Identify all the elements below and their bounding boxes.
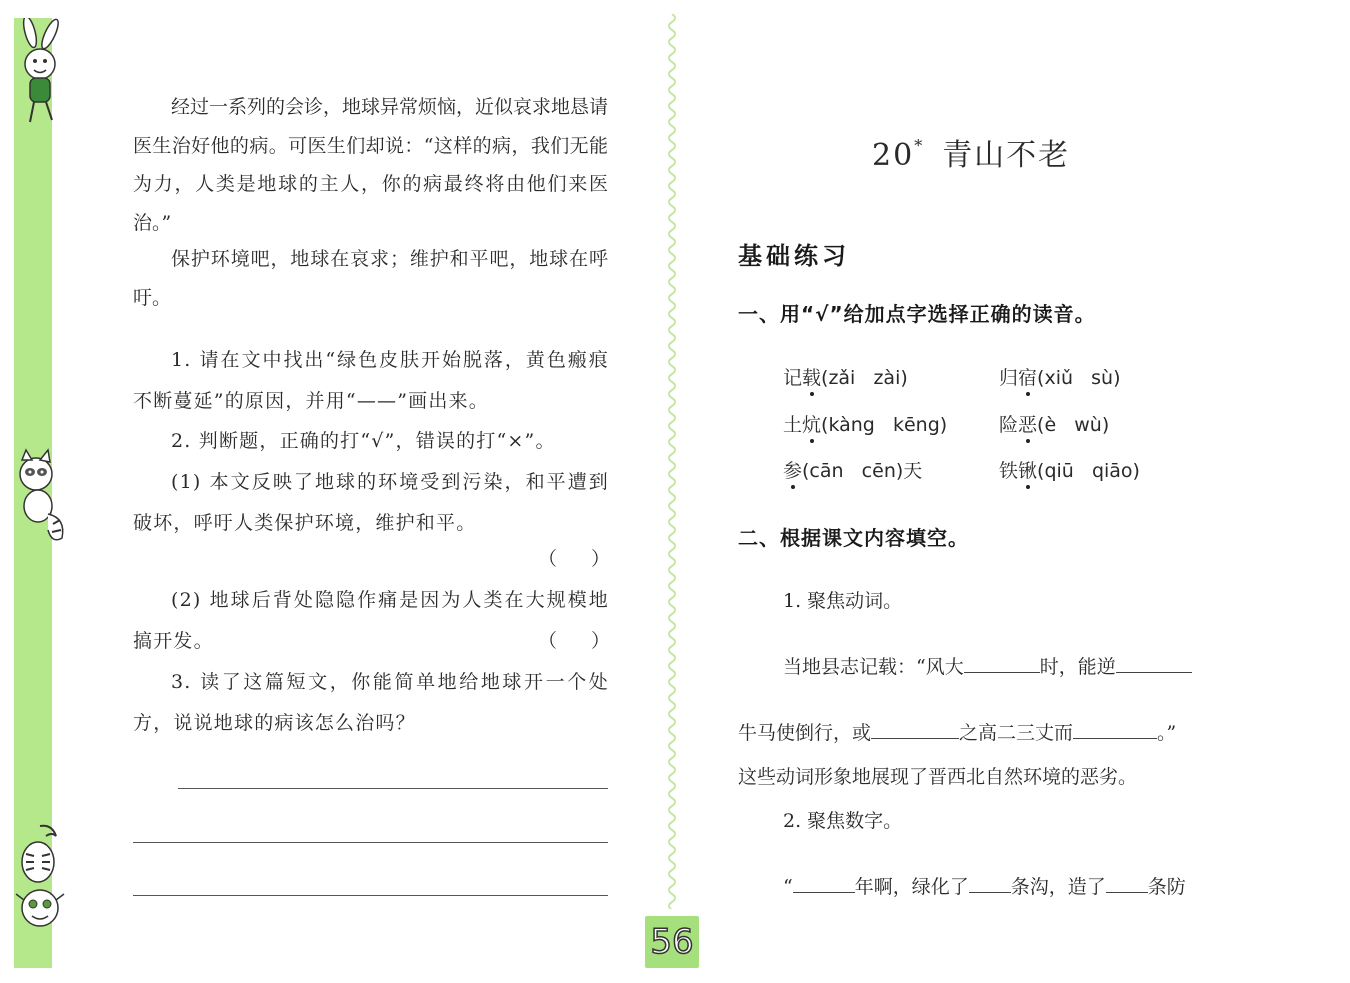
pinyin-item[interactable]: 归宿(xiǔ sù) xyxy=(999,367,1121,389)
lesson-mark: * xyxy=(914,136,925,155)
answer-paren-2-1[interactable]: （ ） xyxy=(538,548,625,570)
page-number: 56 xyxy=(645,916,699,968)
fill-line-3: 这些动词形象地展现了晋西北自然环境的恶劣。 xyxy=(738,766,1138,788)
fill-line-1: 当地县志记载：“风大 时，能逆 xyxy=(783,652,1192,679)
fill-blank[interactable] xyxy=(1073,737,1157,739)
sub-question-2: 2. 聚焦数字。 xyxy=(783,810,903,832)
fill-blank[interactable] xyxy=(1116,671,1192,673)
answer-line[interactable] xyxy=(178,788,608,789)
page-spine-divider xyxy=(660,14,684,909)
fill-blank[interactable] xyxy=(964,671,1040,673)
fill-blank[interactable] xyxy=(969,891,1011,893)
section-title: 基础练习 xyxy=(738,242,850,270)
question-2-2: (2) 地球后背处隐隐作痛是因为人类在大规模地搞开发。 xyxy=(133,589,609,652)
lesson-title-text: 青山不老 xyxy=(942,138,1071,173)
sub-question-1: 1. 聚焦动词。 xyxy=(783,590,903,612)
question-2-1: (1) 本文反映了地球的环境受到污染，和平遭到破坏，呼吁人类保护环境，维护和平。 xyxy=(133,471,609,534)
rabbit-mascot-icon xyxy=(10,18,70,130)
pinyin-item[interactable]: 铁锹(qiū qiāo) xyxy=(999,460,1140,482)
fill-blank[interactable] xyxy=(1106,891,1148,893)
fill-line-4: “ 年啊，绿化了 条沟，造了 条防 xyxy=(783,876,1186,898)
answer-paren-2-2[interactable]: （ ） xyxy=(538,630,625,652)
answer-line[interactable] xyxy=(133,895,608,896)
question-1: 1. 请在文中找出“绿色皮肤开始脱落，黄色瘢痕不断蔓延”的原因，并用“——”画出来。 xyxy=(133,349,609,412)
pinyin-item[interactable]: 土炕(kàng kēng) xyxy=(783,414,948,436)
answer-line[interactable] xyxy=(133,842,608,843)
pinyin-item[interactable]: 参(cān cēn)天 xyxy=(783,460,923,482)
question-2: 2. 判断题，正确的打“√”，错误的打“×”。 xyxy=(171,430,556,452)
raccoon-mascot-icon xyxy=(8,448,70,548)
pinyin-item[interactable]: 记载(zǎi zài) xyxy=(783,367,908,389)
fill-blank[interactable] xyxy=(871,737,959,739)
tiger-mascot-icon xyxy=(12,822,68,942)
fill-line-2: 牛马使倒行，或 之高二三丈而 。” xyxy=(738,722,1177,744)
passage-paragraph-1: 经过一系列的会诊，地球异常烦恼，近似哀求地恳请医生治好他的病。可医生们却说：“这样的病，我们无能为力，人类是地球的主人，你的病最终将由他们来医治。” xyxy=(133,96,609,234)
pinyin-item[interactable]: 险恶(è wù) xyxy=(999,414,1110,436)
question-3: 3. 读了这篇短文，你能简单地给地球开一个处方，说说地球的病该怎么治吗？ xyxy=(133,671,609,734)
exercise-1-heading: 一、用“√”给加点字选择正确的读音。 xyxy=(738,302,1096,326)
passage-paragraph-2: 保护环境吧，地球在哀求；维护和平吧，地球在呼吁。 xyxy=(133,248,608,309)
lesson-number: 20 xyxy=(872,138,915,173)
fill-blank[interactable] xyxy=(793,891,855,893)
exercise-2-heading: 二、根据课文内容填空。 xyxy=(738,526,969,550)
lesson-title xyxy=(872,130,1070,174)
